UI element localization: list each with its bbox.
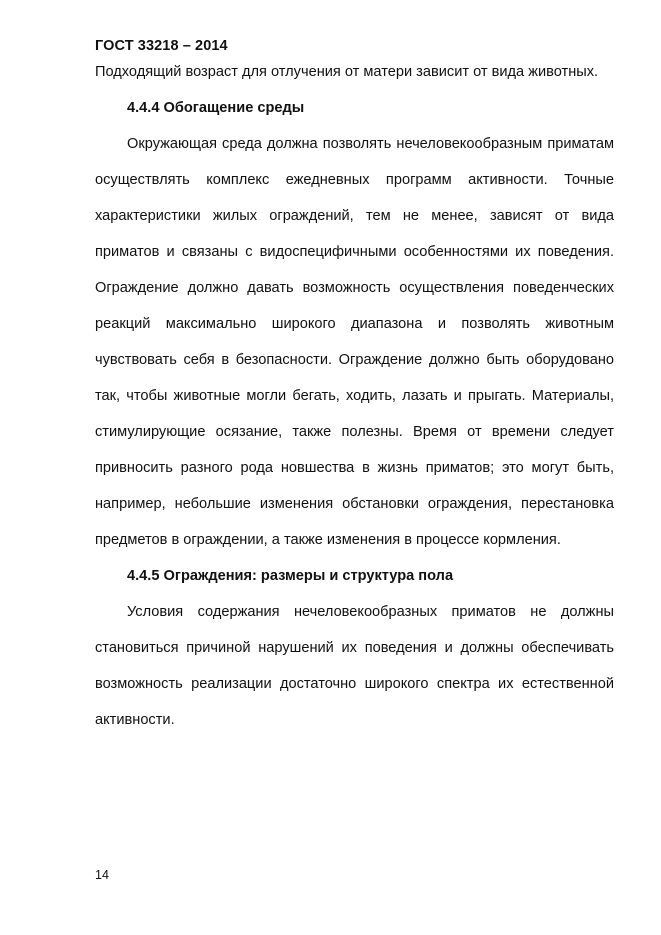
- document-body: [95, 54, 614, 738]
- section-heading-4-4-5: 4.4.5 Ограждения: размеры и структура пола: [127, 568, 454, 584]
- paragraph-environment-enrichment: Окружающая среда должна позволять нечеловекообразным приматам осуществлять комплекс ежедневных программ активности. Точные характеристики жилых ограждений, тем не менее, зависят от вида приматов и связаны с видоспецифичными особенностями их поведения. Ограждение должно давать возможность осуществления поведенческих реакций максимально широкого диапазона и позволять животным чувствовать себя в безопасности. Ограждение должно быть оборудовано так, чтобы животные могли бегать, ходить, лазать и прыгать. Материалы, стимулирующие осязание, также полезны. Время от времени следует привносить разного рода новшества в жизнь приматов; это могут быть, например, небольшие изменения обстановки ограждения, перестановка предметов в ограждении, а также изменения в процессе кормления.: [95, 136, 614, 548]
- document-header-standard-id: ГОСТ 33218 – 2014: [95, 38, 228, 54]
- paragraph-weaning-age: Подходящий возраст для отлучения от матери зависит от вида животных.: [95, 64, 599, 80]
- page-number: 14: [95, 868, 109, 882]
- paragraph-enclosure-conditions: Условия содержания нечеловекообразных приматов не должны становиться причиной нарушений их поведения и должны обеспечивать возможность реализации достаточно широкого спектра их естественной активности.: [95, 604, 614, 728]
- section-heading-4-4-4: 4.4.4 Обогащение среды: [127, 100, 305, 116]
